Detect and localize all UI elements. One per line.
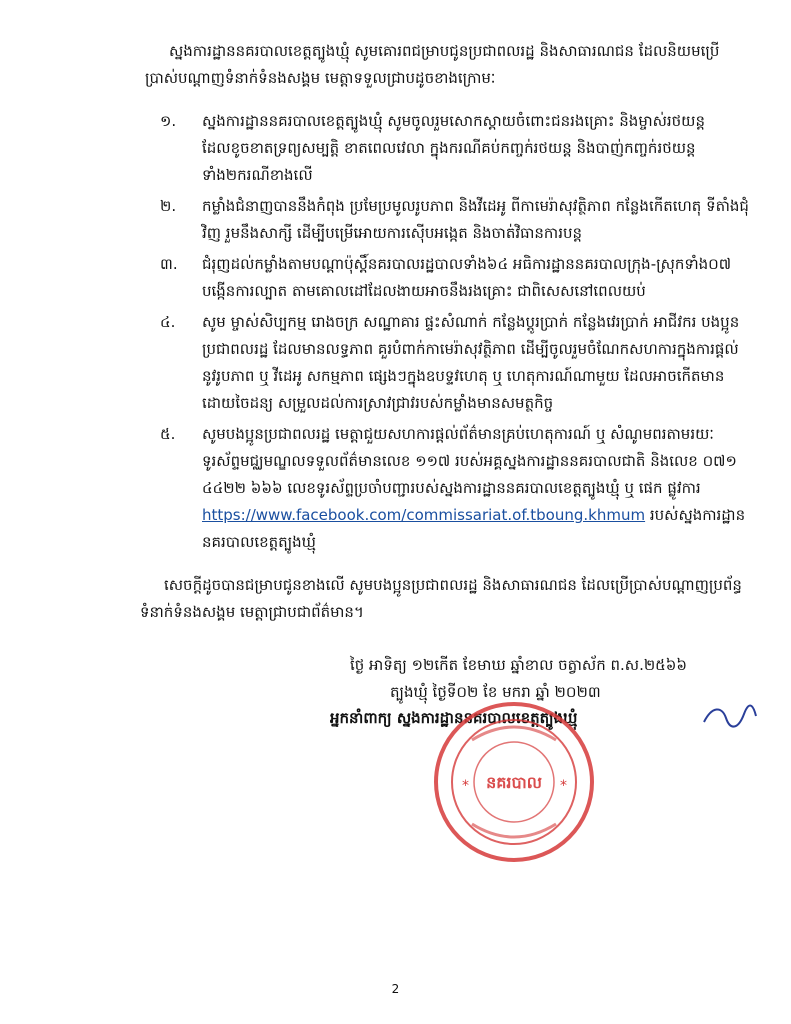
item-text: ស្នងការដ្ឋាននគរបាលខេត្តត្បូងឃ្មុំ សូមចូលរួមសោកស្តាយចំពោះជនរងគ្រោះ និងម្ចាស់រថយន្តដែលខូចខាតទ្រព្យសម្បត្តិ ខាតពេលវេលា ក្នុងករណីគប់កញ្ចក់រថយន្ត និងបាញ់កញ្ចក់រថយន្តទាំង២ករណីខាងលើ — [202, 112, 705, 184]
item-text: កម្លាំងជំនាញបាននឹងកំពុង ប្រមែប្រមូលរូបភាព និងវីដេអូ ពីកាមេរ៉ាសុវត្ថិភាព កន្លែងកើតហេតុ ទីតាំងជុំវិញ រួមនឹងសាក្សី ដើម្បីបម្រើអោយការស៊ើបអង្កេត និងចាត់វិធានការបន្ត — [202, 197, 749, 242]
lunar-date-line: ថ្ងៃ អាទិត្យ ១២កើត ខែមាឃ ឆ្នាំខាល ចត្វាស័ក ព.ស.២៥៦៦ — [350, 656, 688, 674]
page-number: 2 — [391, 982, 400, 996]
item-number: ៥. — [160, 425, 176, 443]
closing-paragraph: សេចក្តីដូចបានជម្រាបជូនខាងលើ សូមបងប្អូនប្រជាពលរដ្ឋ និងសាធារណជន ដែលប្រើប្រាស់បណ្តាញប្រព័ន្ធទំនាក់ទំនងសង្គម មេត្តាជ្រាបជាព័ត៌មាន។ — [140, 576, 742, 621]
list-item — [160, 421, 750, 556]
numbered-list — [160, 108, 750, 560]
list-item — [160, 309, 750, 417]
svg-text:*: * — [462, 778, 469, 794]
seal-text: នគរបាល — [486, 773, 542, 792]
list-item — [160, 193, 750, 247]
intro-paragraph: ស្នងការដ្ឋាននគរបាលខេត្តត្បូងឃ្មុំ សូមគោរពជម្រាបជូនប្រជាពលរដ្ឋ និងសាធារណជន ដែលនិយមប្រើប្រាស់បណ្តាញទំនាក់ទំនងសង្គម មេត្តាទទួលជ្រាបដូចខាងក្រោមៈ — [145, 42, 720, 87]
handwritten-signature-icon — [700, 702, 760, 732]
item-text-before-link: សូមបងប្អូនប្រជាពលរដ្ឋ មេត្តាជួយសហការផ្តល់ព័ត៌មានគ្រប់ហេតុការណ៍ ឬ សំណូមពរតាមរយៈ ទូរស័ព្ទមជ្ឈមណ្ឌលទទួលព័ត៌មានលេខ ១១៧ របស់អគ្គស្នងការដ្ឋាននគរបាលជាតិ និងលេខ ០៧១ ៤៤២២ ៦៦៦ លេខទូរស័ព្ទប្រចាំបញ្ជារបស់ស្នងការដ្ឋាននគរបាលខេត្តត្បូងឃ្មុំ ឬ ផេក ផ្លូវការ — [202, 425, 737, 497]
list-item — [160, 251, 750, 305]
item-text: ជំរុញដល់កម្លាំងតាមបណ្តាប៉ុស្តិ៍នគរបាលរដ្ឋបាលទាំង៦៤ អធិការដ្ឋាននគរបាលក្រុង-ស្រុកទាំង០៧ បង្កើនការល្បាត តាមគោលដៅដែលងាយអាចនឹងរងគ្រោះ ជាពិសេសនៅពេលយប់ — [202, 255, 732, 300]
item-text: សូម ម្ចាស់សិប្បកម្ម រោងចក្រ សណ្ឋាគារ ផ្ទះសំណាក់ កន្លែងប្តូរប្រាក់ កន្លែងវេរប្រាក់ អាជីវករ បងប្អូនប្រជាពលរដ្ឋ ដែលមានលទ្ធភាព គួរបំពាក់កាមេរ៉ាសុវត្ថិភាព ដើម្បីចូលរួមចំណែកសហការក្នុងការផ្តល់នូវរូបភាព ឬ វីដេអូ សកម្មភាព ផ្សេងៗក្នុងឧបទ្ទវហេតុ ឬ ហេតុការណ៍ណាមួយ ដែលអាចកើតមានដោយចៃដន្យ សម្រួលដល់ការស្រាវជ្រាវរបស់កម្លាំងមានសមត្ថកិច្ច — [202, 313, 740, 412]
item-text — [202, 421, 750, 556]
item-text-after-link: របស់ស្នងការដ្ឋាននគរបាលខេត្តត្បូងឃ្មុំ — [202, 506, 746, 551]
facebook-page-link[interactable]: https://www.facebook.com/commissariat.of.tboung.khmum — [202, 506, 646, 524]
item-number: ៤. — [160, 313, 176, 331]
svg-text:*: * — [560, 778, 567, 794]
signer-title: អ្នកនាំពាក្យ ស្នងការដ្ឋាននគរបាលខេត្តត្បូងឃ្មុំ — [330, 709, 578, 727]
date-block — [350, 652, 770, 706]
item-number: ១. — [160, 112, 177, 130]
item-number: ៣. — [160, 255, 178, 273]
item-number: ២. — [160, 197, 177, 215]
solar-date-line: ត្បូងឃ្មុំ ថ្ងៃទី០២ ខែ មករា ឆ្នាំ ២០២៣ — [390, 683, 601, 701]
official-seal-icon — [432, 700, 596, 864]
list-item — [160, 108, 750, 189]
